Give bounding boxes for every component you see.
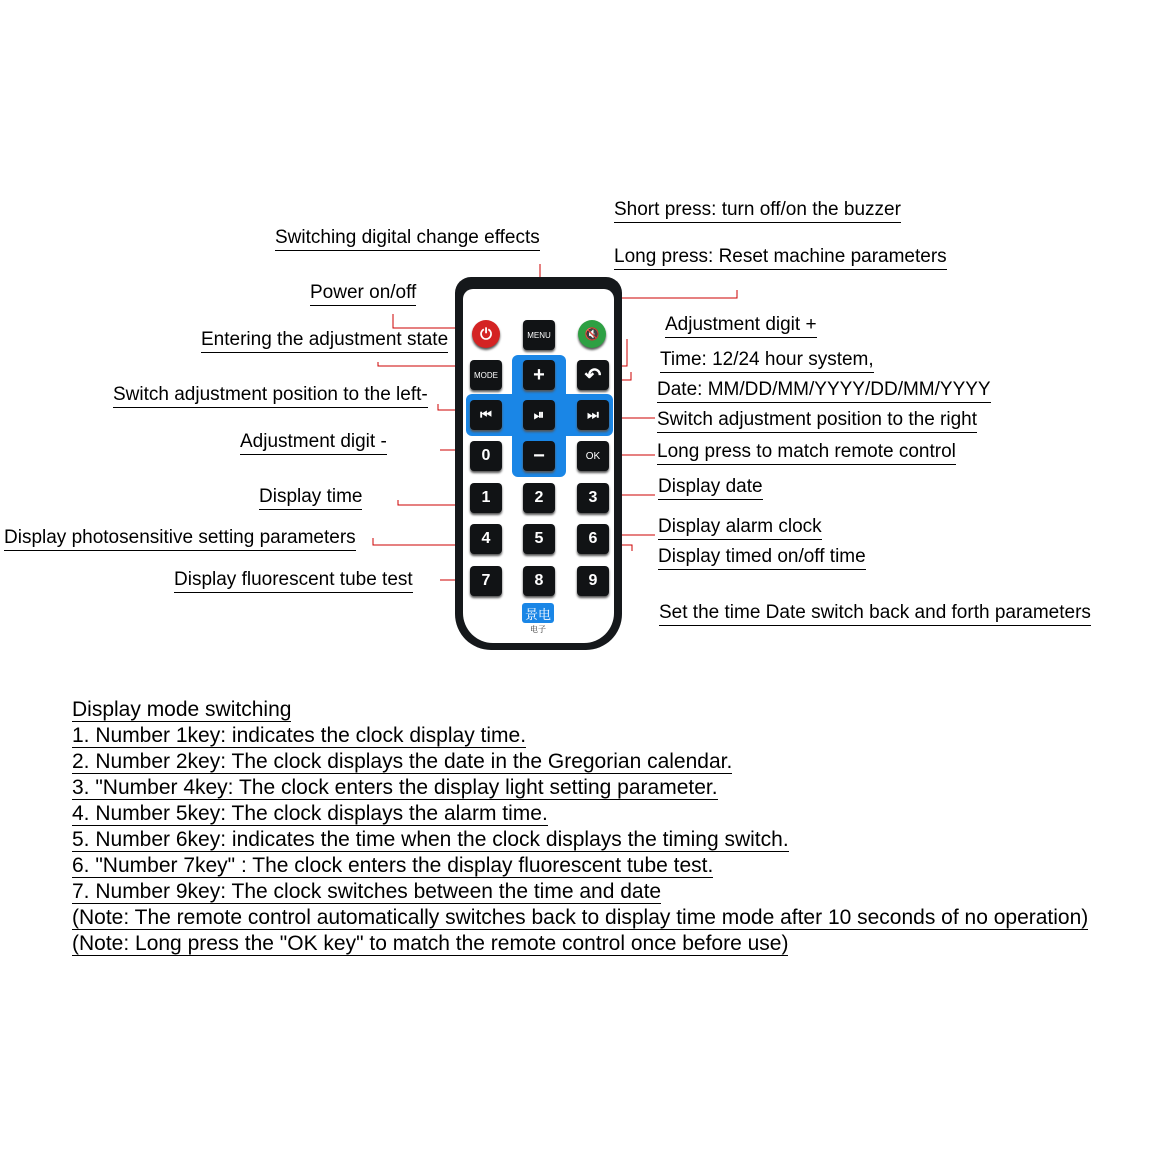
note-line: 1. Number 1key: indicates the clock display time. xyxy=(72,724,527,747)
label-switch-left: Switch adjustment position to the left- xyxy=(113,384,428,408)
label-power: Power on/off xyxy=(310,282,416,306)
label-adjust-state: Entering the adjustment state xyxy=(201,329,448,353)
next-button[interactable]: ⏭ xyxy=(577,400,609,430)
label-timed-onoff: Display timed on/off time xyxy=(658,546,866,570)
label-alarm-clock: Display alarm clock xyxy=(658,516,822,540)
label-adjust-digit-plus: Adjustment digit + xyxy=(665,314,817,338)
label-switch-right: Switch adjustment position to the right xyxy=(657,409,977,433)
label-photosensitive: Display photosensitive setting parameters xyxy=(4,527,356,551)
menu-button[interactable]: MENU xyxy=(523,320,555,350)
note-line: 3. "Number 4key: The clock enters the display light setting parameter. xyxy=(72,776,718,799)
digit-9-button[interactable]: 9 xyxy=(577,566,609,596)
label-buzzer-long: Long press: Reset machine parameters xyxy=(614,246,947,270)
note-line: 2. Number 2key: The clock displays the date in the Gregorian calendar. xyxy=(72,750,733,773)
note-line: 4. Number 5key: The clock displays the alarm time. xyxy=(72,802,548,825)
digit-0-button[interactable]: 0 xyxy=(470,441,502,471)
label-adjust-digit-minus: Adjustment digit - xyxy=(240,431,387,455)
digit-5-button[interactable]: 5 xyxy=(523,524,555,554)
note-line: (Note: The remote control automatically switches back to display time mode after 10 seconds of no operation) xyxy=(72,906,1089,929)
digit-8-button[interactable]: 8 xyxy=(523,566,555,596)
note-line: (Note: Long press the "OK key" to match the remote control once before use) xyxy=(72,932,789,955)
ok-button[interactable]: OK xyxy=(577,441,609,471)
digit-3-button[interactable]: 3 xyxy=(577,483,609,513)
notes-heading: Display mode switching xyxy=(72,698,292,721)
mode-button[interactable]: MODE xyxy=(470,360,502,390)
label-time-system: Time: 12/24 hour system, xyxy=(660,349,874,373)
label-buzzer-short: Short press: turn off/on the buzzer xyxy=(614,199,901,223)
power-button[interactable]: ⏻ xyxy=(472,320,500,348)
label-date-format: Date: MM/DD/MM/YYYY/DD/MM/YYYY xyxy=(657,379,991,403)
digit-7-button[interactable]: 7 xyxy=(470,566,502,596)
label-tube-test: Display fluorescent tube test xyxy=(174,569,413,593)
notes-block xyxy=(72,697,1088,957)
play-pause-button[interactable]: ⏯ xyxy=(523,400,555,430)
note-line: 5. Number 6key: indicates the time when the clock displays the timing switch. xyxy=(72,828,789,851)
plus-button[interactable]: + xyxy=(523,360,555,390)
label-display-date: Display date xyxy=(658,476,763,500)
minus-button[interactable]: − xyxy=(523,441,555,471)
digit-6-button[interactable]: 6 xyxy=(577,524,609,554)
brand-logo: 景电 xyxy=(522,603,554,623)
prev-button[interactable]: ⏮ xyxy=(470,400,502,430)
brand-subtext: 电子 xyxy=(530,625,546,634)
label-digital-effects: Switching digital change effects xyxy=(275,227,540,251)
label-display-time: Display time xyxy=(259,486,362,510)
digit-4-button[interactable]: 4 xyxy=(470,524,502,554)
digit-1-button[interactable]: 1 xyxy=(470,483,502,513)
label-time-date-switch: Set the time Date switch back and forth parameters xyxy=(659,602,1091,626)
label-match-remote: Long press to match remote control xyxy=(657,441,956,465)
note-line: 6. "Number 7key" : The clock enters the display fluorescent tube test. xyxy=(72,854,714,877)
note-line: 7. Number 9key: The clock switches between the time and date xyxy=(72,880,662,903)
back-button[interactable]: ↶ xyxy=(577,360,609,390)
digit-2-button[interactable]: 2 xyxy=(523,483,555,513)
mute-button[interactable]: 🔇 xyxy=(578,320,606,348)
